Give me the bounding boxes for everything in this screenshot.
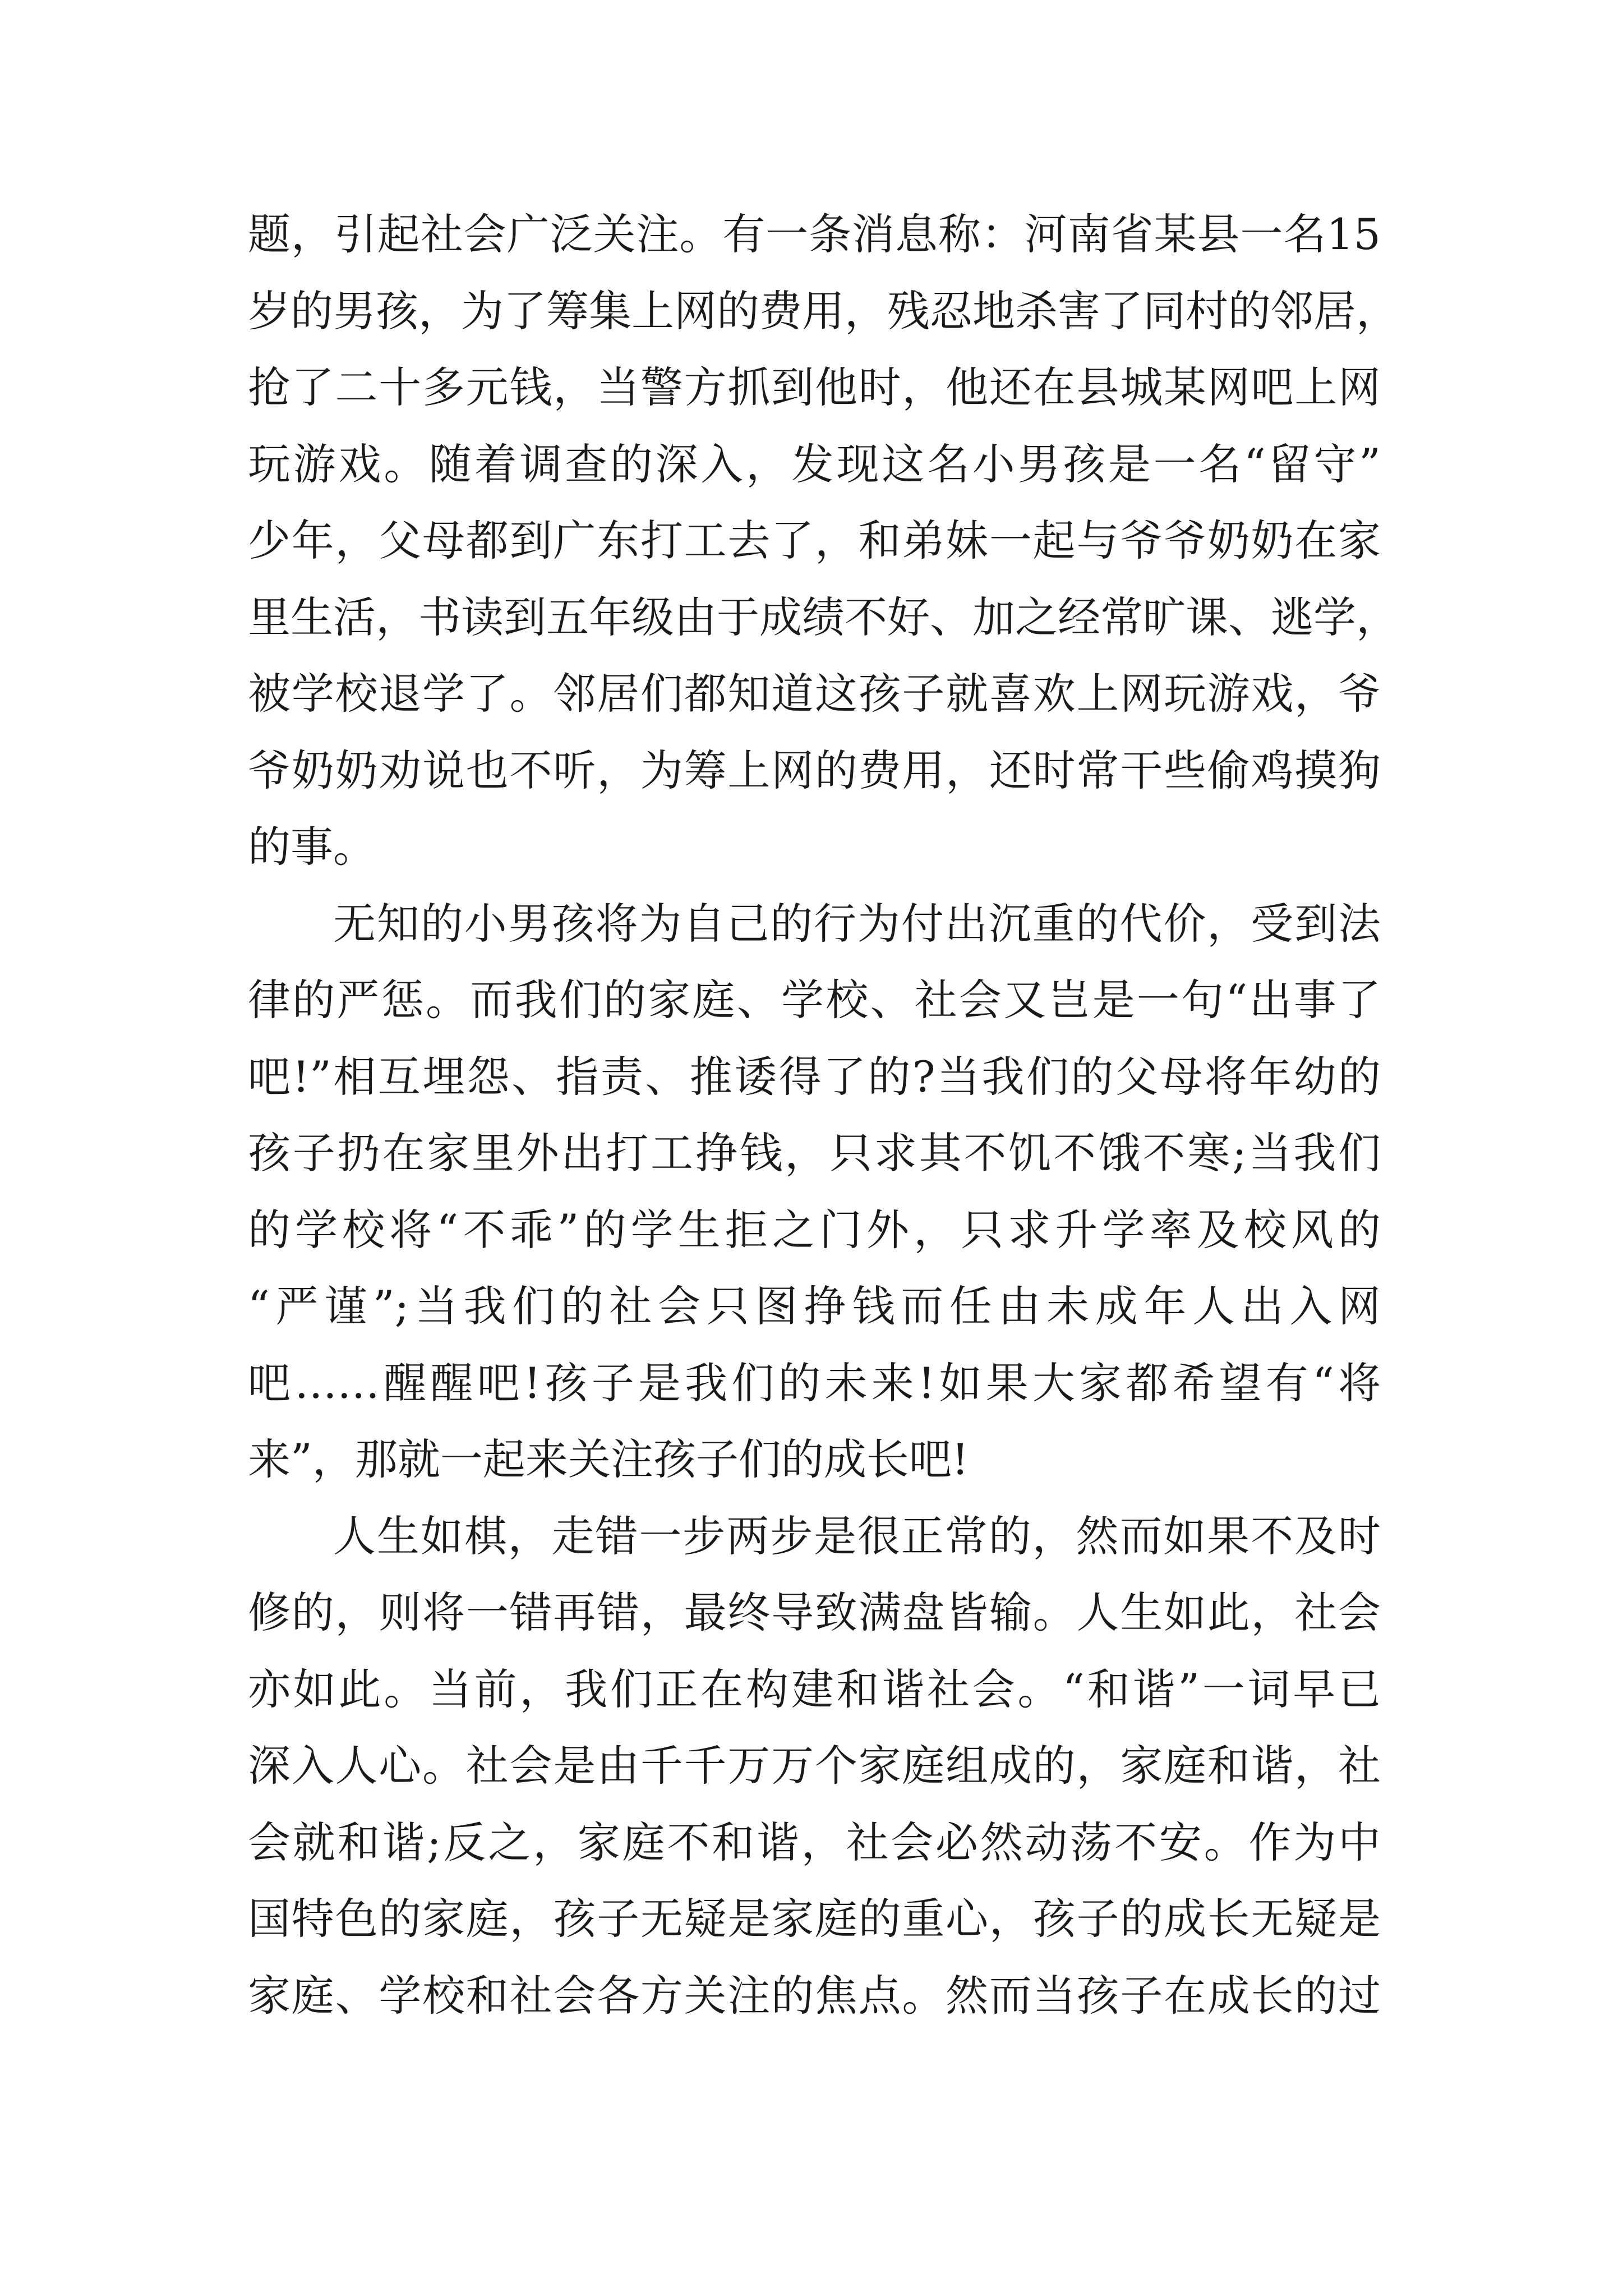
text-line: 题，引起社会广泛关注。有一条消息称：河南省某县一名15 [248, 209, 1381, 259]
text-line: 孩子扔在家里外出打工挣钱，只求其不饥不饿不寒;当我们 [248, 1128, 1381, 1178]
text-line: 深入人心。社会是由千千万万个家庭组成的，家庭和谐，社 [248, 1741, 1381, 1791]
text-line: “严谨”;当我们的社会只图挣钱而任由未成年人出入网 [248, 1281, 1381, 1331]
text-line: 吧……醒醒吧!孩子是我们的未来!如果大家都希望有“将 [248, 1358, 1381, 1408]
text-line: 律的严惩。而我们的家庭、学校、社会又岂是一句“出事了 [248, 975, 1381, 1025]
text-line: 会就和谐;反之，家庭不和谐，社会必然动荡不安。作为中 [248, 1817, 1381, 1867]
paragraph-3 [248, 1498, 1381, 2035]
text-line: 里生活，书读到五年级由于成绩不好、加之经常旷课、逃学， [248, 592, 1399, 642]
text-line: 无知的小男孩将为自己的行为付出沉重的代价，受到法 [333, 898, 1381, 949]
text-line: 国特色的家庭，孩子无疑是家庭的重心，孩子的成长无疑是 [248, 1894, 1381, 1944]
text-line: 的学校将“不乖”的学生拒之门外，只求升学率及校风的 [248, 1204, 1381, 1255]
text-line: 爷奶奶劝说也不听，为筹上网的费用，还时常干些偷鸡摸狗 [248, 745, 1381, 795]
text-line: 抢了二十多元钱，当警方抓到他时，他还在县城某网吧上网 [248, 362, 1381, 412]
text-line: 家庭、学校和社会各方关注的焦点。然而当孩子在成长的过 [248, 1970, 1381, 2021]
text-line: 被学校退学了。邻居们都知道这孩子就喜欢上网玩游戏，爷 [248, 669, 1381, 719]
text-line: 的事。 [248, 822, 376, 872]
text-line: 来”，那就一起来关注孩子们的成长吧! [248, 1434, 969, 1484]
document-body [248, 196, 1399, 2034]
text-line: 玩游戏。随着调查的深入，发现这名小男孩是一名“留守” [248, 439, 1381, 489]
paragraph-2 [248, 886, 1381, 1498]
text-line: 少年，父母都到广东打工去了，和弟妹一起与爷爷奶奶在家 [248, 516, 1381, 565]
text-line: 岁的男孩，为了筹集上网的费用，残忍地杀害了同村的邻居， [248, 286, 1399, 336]
text-line: 亦如此。当前，我们正在构建和谐社会。“和谐”一词早已 [248, 1664, 1381, 1714]
text-line: 修的，则将一错再错，最终导致满盘皆输。人生如此，社会 [248, 1588, 1381, 1637]
paragraph-1 [248, 196, 1399, 886]
text-line: 吧!”相互埋怨、指责、推诿得了的?当我们的父母将年幼的 [248, 1051, 1381, 1102]
text-line: 人生如棋，走错一步两步是很正常的，然而如果不及时 [333, 1511, 1381, 1561]
